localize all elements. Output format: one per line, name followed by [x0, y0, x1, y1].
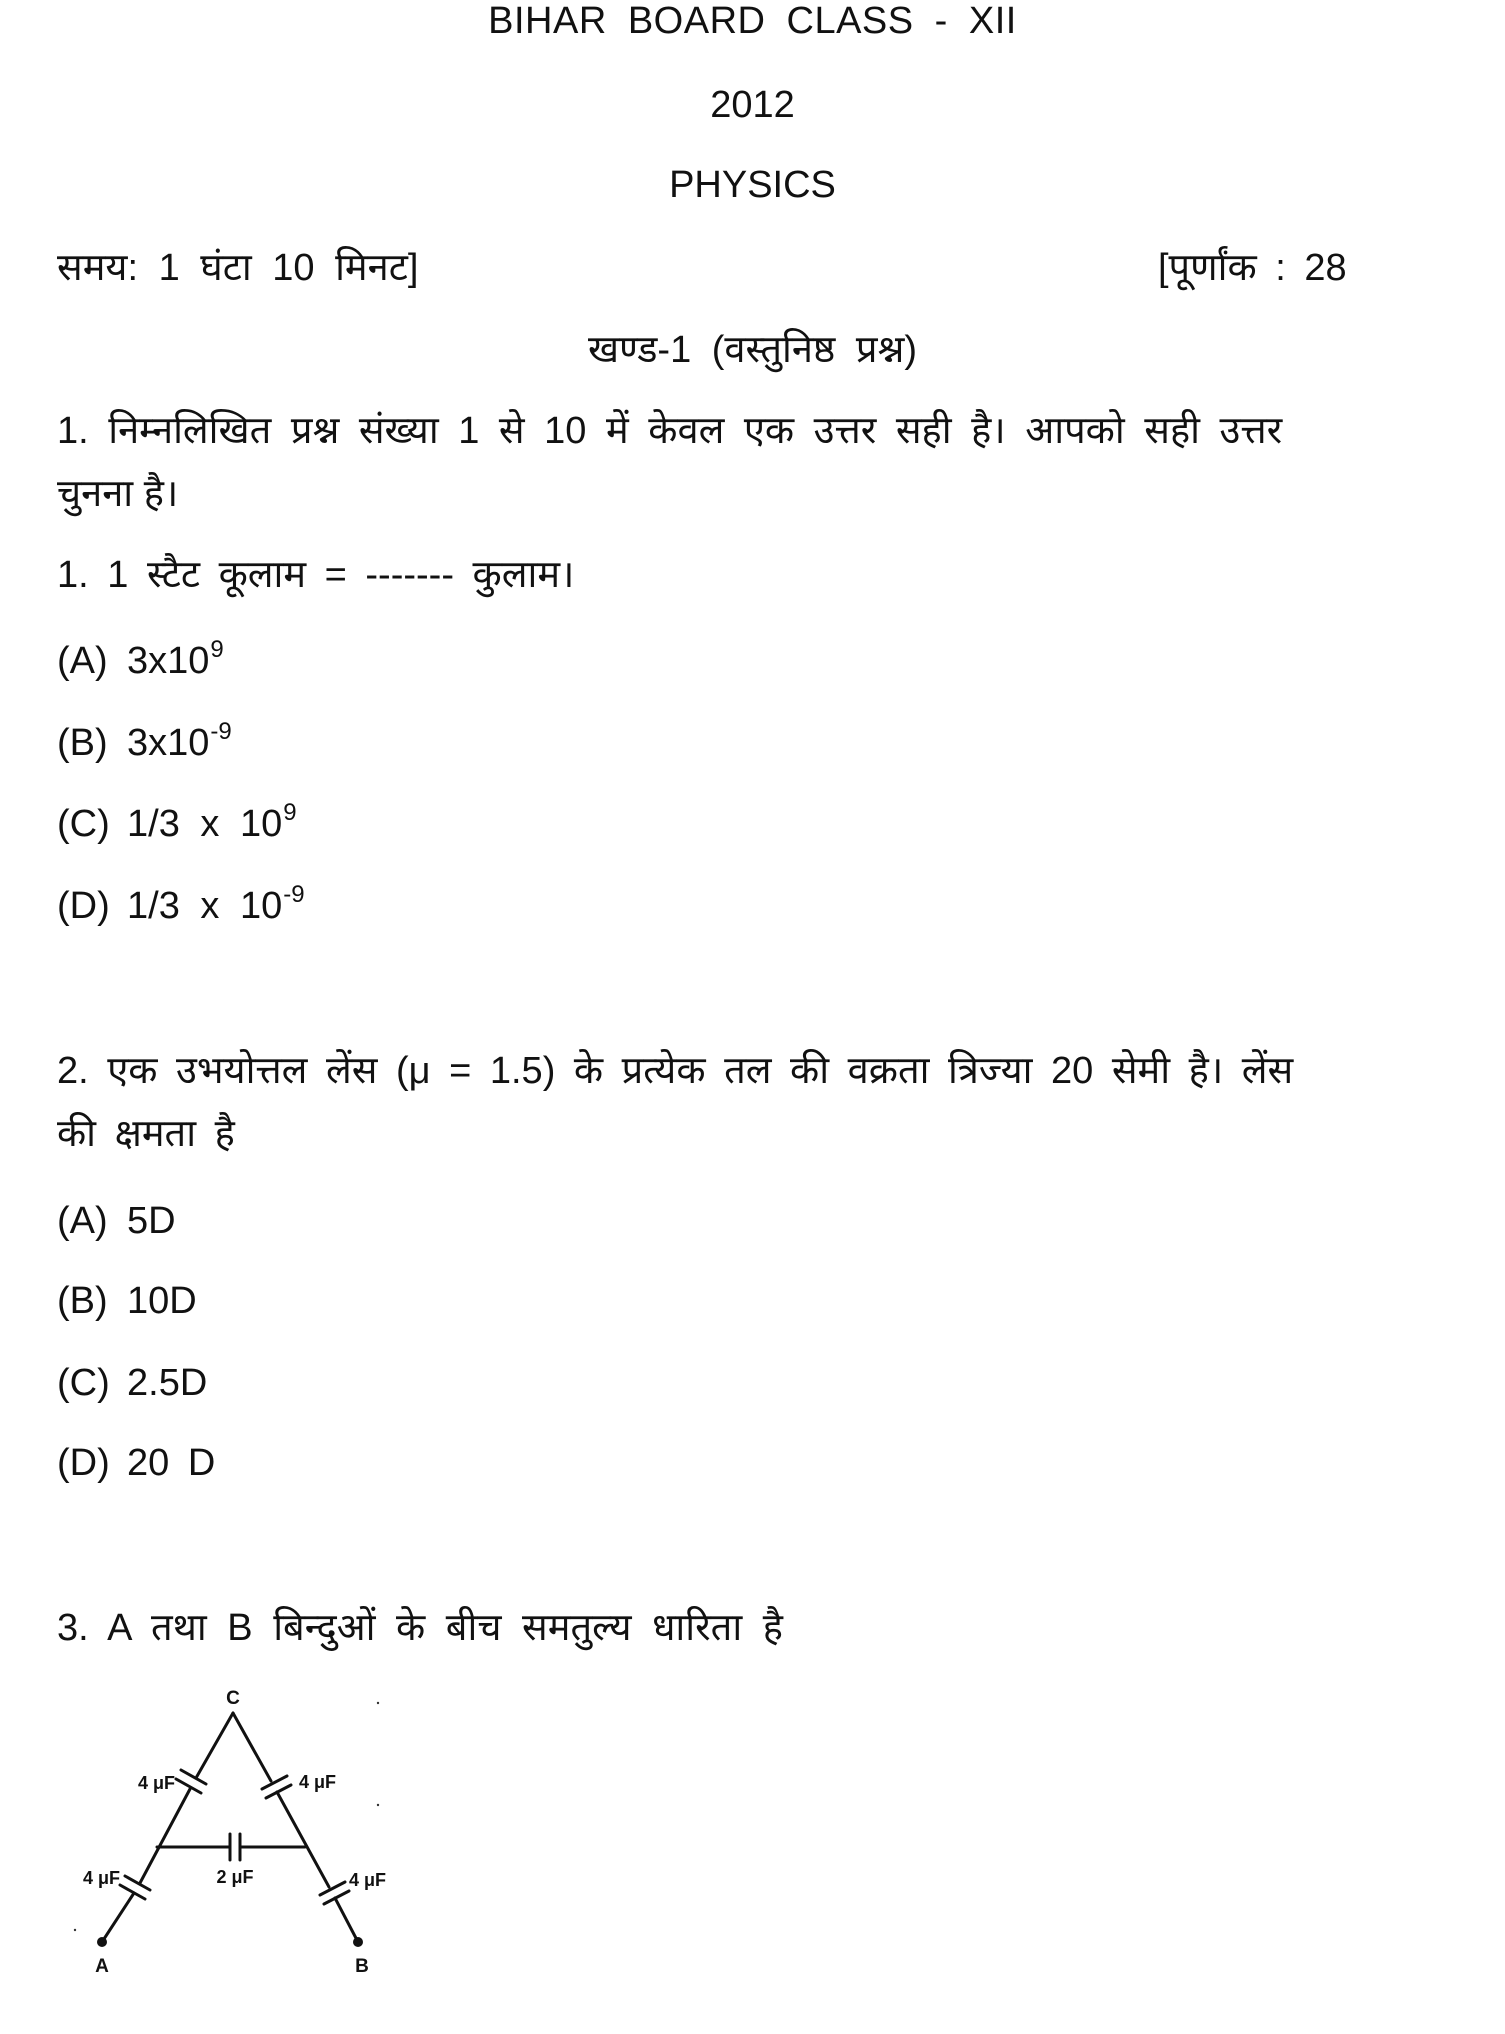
option-value: 1/3 x 10	[127, 885, 283, 927]
q2-option-a	[57, 1202, 176, 1240]
section-heading: खण्ड-1 (वस्तुनिष्ठ प्रश्न)	[587, 329, 918, 371]
q1-option-a	[57, 636, 224, 685]
node-c-label: C	[226, 1688, 240, 1709]
terminal-a-dot	[97, 1937, 107, 1947]
instruction-line-1: 1. निम्नलिखित प्रश्न संख्या 1 से 10 में केवल एक उत्तर सही है। आपको सही उत्तर	[57, 410, 1283, 452]
cap-lower-left-label: 4 μF	[82, 1868, 120, 1888]
option-label: (B)	[57, 1280, 108, 1322]
option-exponent: 9	[210, 636, 224, 663]
cap-lower-right-label: 4 μF	[349, 1870, 387, 1890]
option-label: (A)	[57, 1200, 108, 1242]
q2-option-c	[57, 1364, 207, 1402]
instruction-line-2: चुनना है।	[57, 473, 179, 515]
q1-option-d	[57, 881, 305, 930]
time-allowed: समय: 1 घंटा 10 मिनट]	[57, 247, 419, 289]
node-a-label: A	[95, 1956, 109, 1977]
option-label: (D)	[57, 1442, 110, 1484]
option-label: (A)	[57, 640, 108, 682]
option-value: 20 D	[127, 1442, 216, 1484]
exam-year: 2012	[710, 84, 795, 126]
option-label: (B)	[57, 722, 108, 764]
exam-title: BIHAR BOARD CLASS - XII	[488, 0, 1017, 42]
option-exponent: 9	[283, 799, 297, 826]
cap-upper-right-label: 4 μF	[299, 1772, 337, 1792]
exam-subject: PHYSICS	[669, 164, 836, 206]
cap-upper-left-label: 4 μF	[137, 1773, 175, 1793]
question-1-text: 1. 1 स्टैट कूलाम = ------- कुलाम।	[57, 554, 575, 596]
option-exponent: -9	[283, 881, 305, 908]
option-value: 10D	[127, 1280, 197, 1322]
option-value: 2.5D	[127, 1362, 208, 1404]
node-b-label: B	[355, 1956, 369, 1977]
option-label: (C)	[57, 1362, 110, 1404]
question-2-line-2: की क्षमता है	[57, 1113, 235, 1155]
option-label: (C)	[57, 803, 110, 845]
q2-option-b	[57, 1282, 197, 1320]
q2-option-d	[57, 1444, 215, 1482]
question-3-text: 3. A तथा B बिन्दुओं के बीच समतुल्य धारिता है	[57, 1607, 783, 1649]
option-value: 1/3 x 10	[127, 803, 283, 845]
cap-middle-label: 2 μF	[216, 1867, 254, 1887]
option-exponent: -9	[210, 718, 232, 745]
option-value: 5D	[127, 1200, 176, 1242]
option-value: 3x10	[127, 722, 210, 764]
terminal-b-dot	[353, 1937, 363, 1947]
q1-option-b	[57, 718, 232, 767]
option-value: 3x10	[127, 640, 210, 682]
option-label: (D)	[57, 885, 110, 927]
full-marks: [पूर्णांक : 28	[1158, 247, 1347, 289]
question-2-line-1: 2. एक उभयोत्तल लेंस (μ = 1.5) के प्रत्येक तल की वक्रता त्रिज्या 20 सेमी है। लेंस	[57, 1050, 1294, 1092]
q1-option-c	[57, 799, 297, 848]
